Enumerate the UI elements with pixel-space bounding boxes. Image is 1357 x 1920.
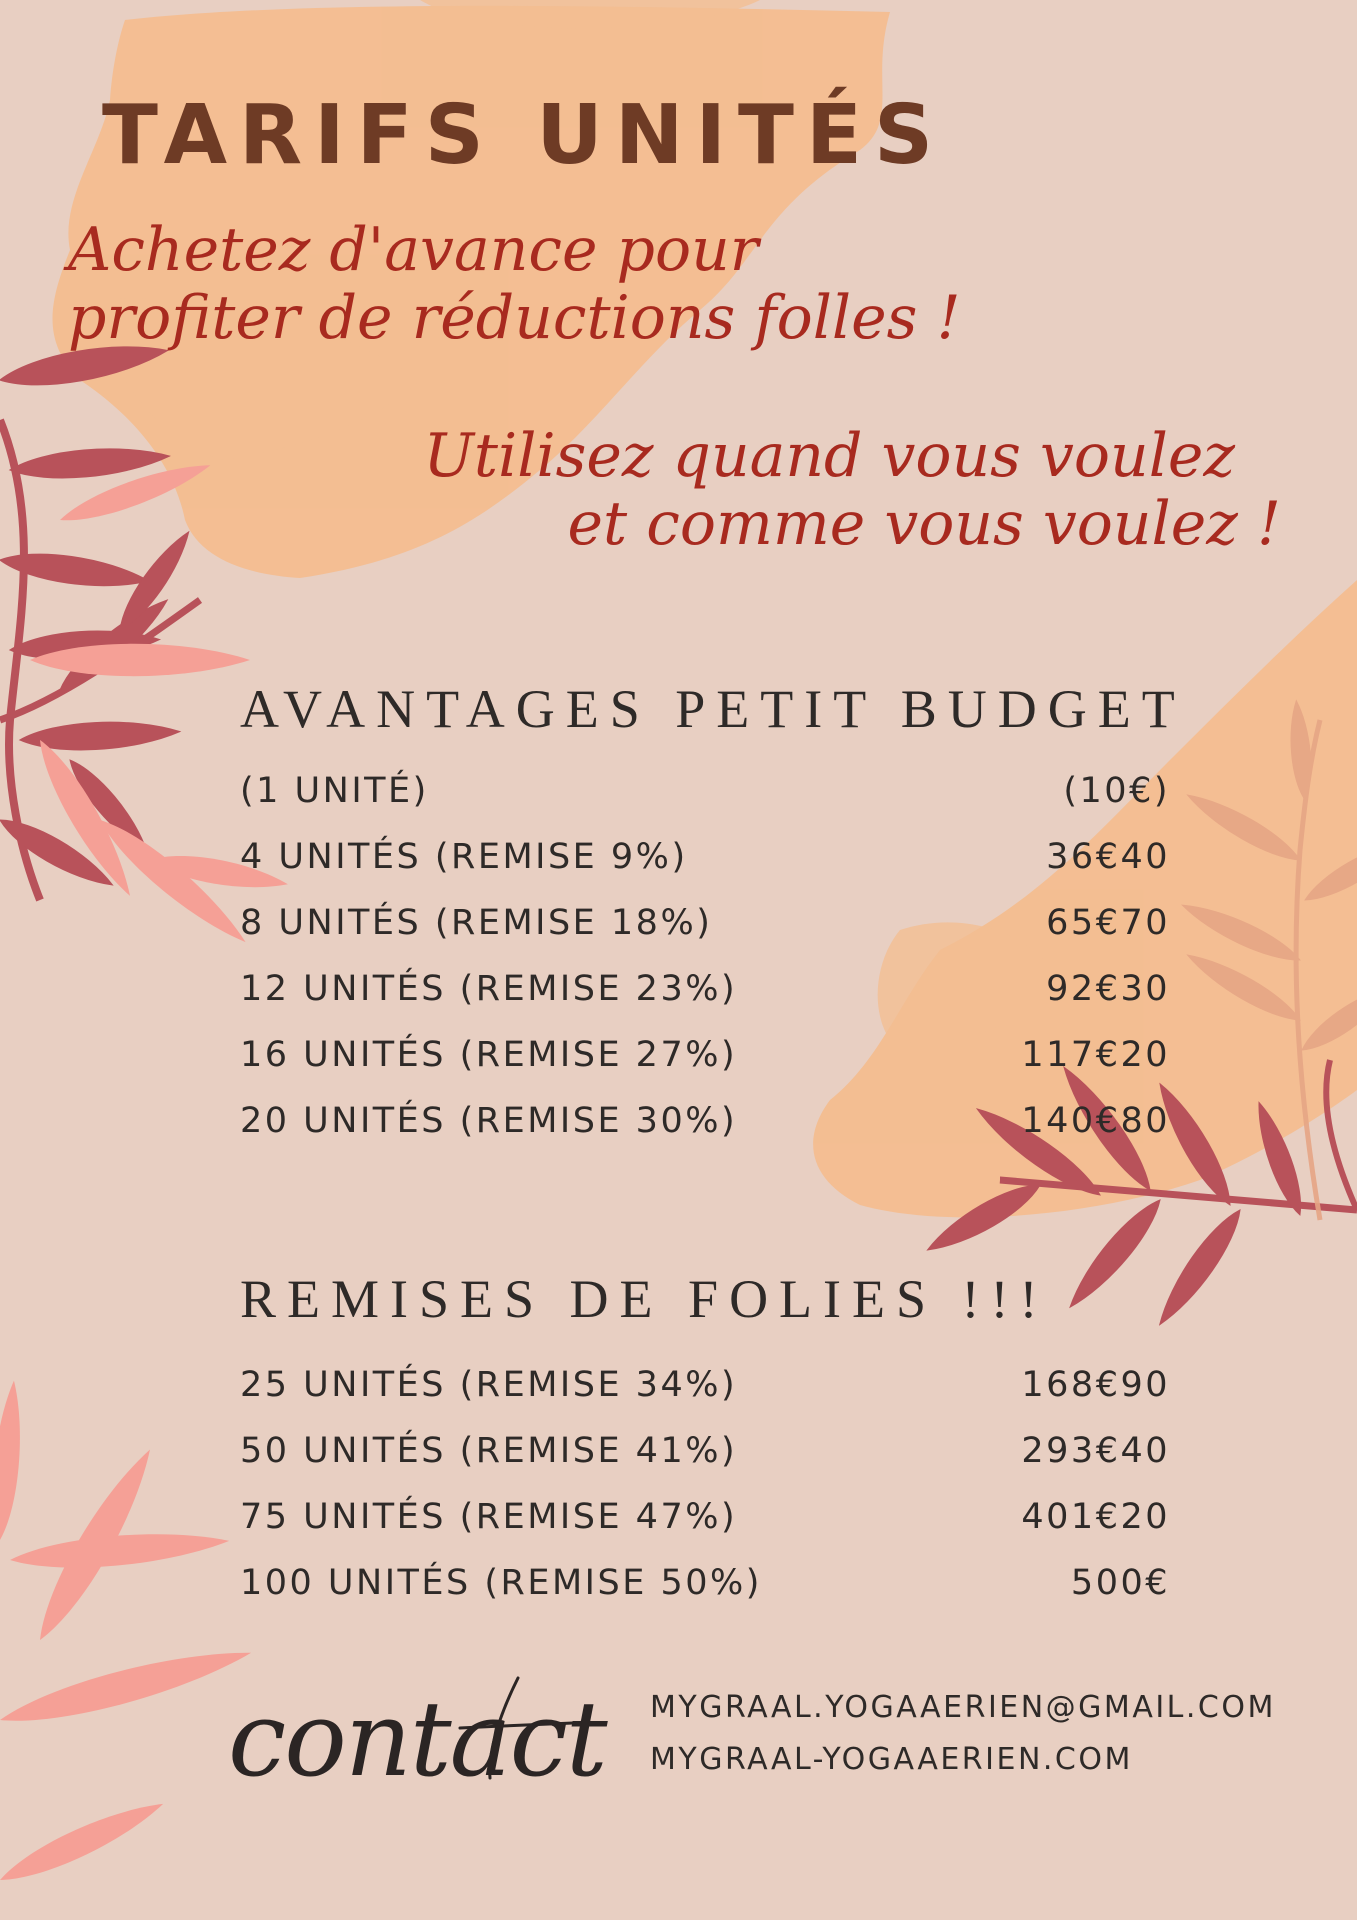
price-value: 293€40 — [1021, 1431, 1170, 1471]
price-label: 8 UNITÉS (REMISE 18%) — [240, 903, 713, 943]
contact-website-link[interactable]: MYGRAAL-YOGAAERIEN.COM — [650, 1742, 1133, 1777]
tagline-line-2: profiter de réductions folles ! — [68, 283, 961, 353]
price-value: 36€40 — [1046, 837, 1170, 877]
price-row — [240, 1418, 1170, 1484]
price-row — [240, 758, 1170, 824]
tagline-line-3: Utilisez quand vous voulez — [423, 421, 1235, 491]
leaf-branch-bottom-left — [0, 1380, 255, 1893]
price-label: 16 UNITÉS (REMISE 27%) — [240, 1035, 738, 1075]
tagline-line-1: Achetez d'avance pour — [68, 215, 759, 285]
price-value: 500€ — [1070, 1563, 1170, 1603]
price-label: 100 UNITÉS (REMISE 50%) — [240, 1563, 762, 1603]
price-label: 12 UNITÉS (REMISE 23%) — [240, 969, 738, 1009]
page-title: TARIFS UNITÉS — [102, 88, 946, 183]
price-row — [240, 1352, 1170, 1418]
contact-email-link[interactable]: MYGRAAL.YOGAAERIEN@GMAIL.COM — [650, 1690, 1276, 1725]
price-label: 20 UNITÉS (REMISE 30%) — [240, 1101, 738, 1141]
price-value: 92€30 — [1046, 969, 1170, 1009]
section-heading-budget: AVANTAGES PETIT BUDGET — [240, 679, 1186, 739]
price-value: 117€20 — [1021, 1035, 1170, 1075]
price-label: 50 UNITÉS (REMISE 41%) — [240, 1431, 738, 1471]
price-label: 4 UNITÉS (REMISE 9%) — [240, 837, 688, 877]
price-value: 401€20 — [1021, 1497, 1170, 1537]
price-value: 168€90 — [1021, 1365, 1170, 1405]
price-row — [240, 1484, 1170, 1550]
contact-signature: contact — [228, 1678, 606, 1800]
price-value: (10€) — [1063, 771, 1170, 811]
price-row — [240, 824, 1170, 890]
price-value: 65€70 — [1046, 903, 1170, 943]
price-row — [240, 1088, 1170, 1154]
tagline-line-4: et comme vous voulez ! — [567, 489, 1281, 559]
price-list-folies — [240, 1352, 1170, 1616]
section-heading-folies: REMISES DE FOLIES !!! — [240, 1269, 1049, 1329]
price-list-budget — [240, 758, 1170, 1154]
price-row — [240, 1022, 1170, 1088]
price-label: (1 UNITÉ) — [240, 771, 429, 811]
price-label: 75 UNITÉS (REMISE 47%) — [240, 1497, 738, 1537]
price-row — [240, 1550, 1170, 1616]
price-value: 140€80 — [1021, 1101, 1170, 1141]
price-label: 25 UNITÉS (REMISE 34%) — [240, 1365, 738, 1405]
price-row — [240, 890, 1170, 956]
price-row — [240, 956, 1170, 1022]
